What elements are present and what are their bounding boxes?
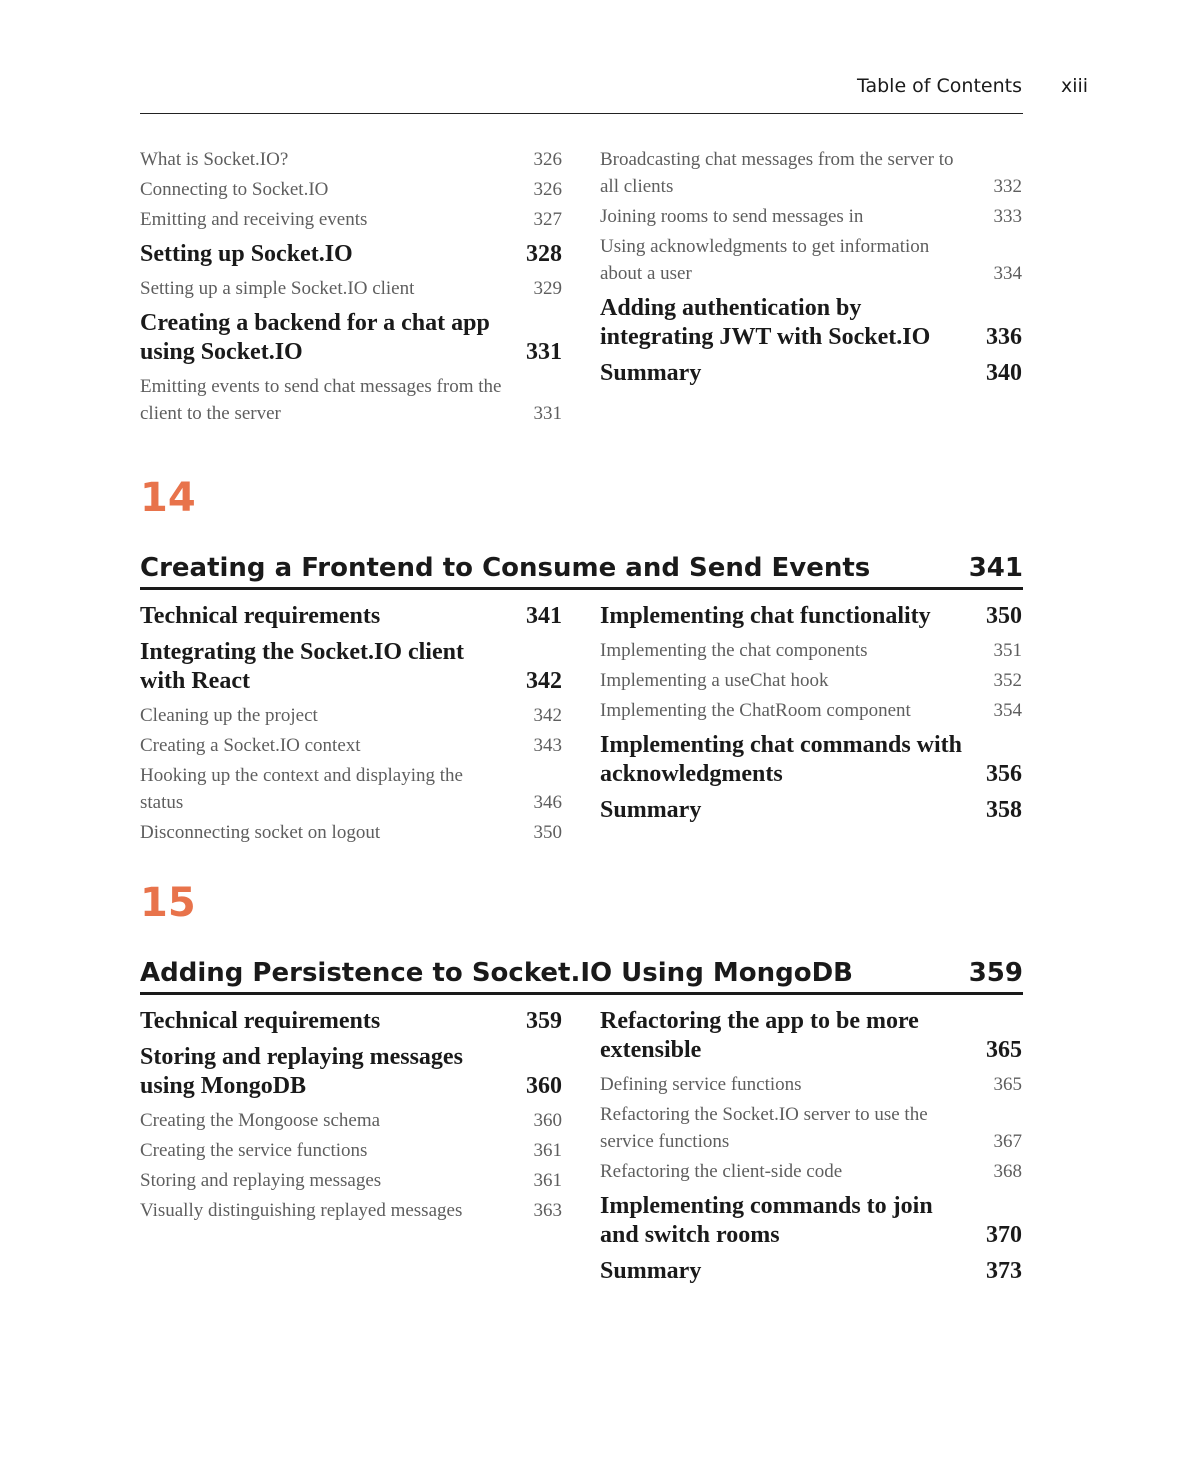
toc-entry-title: Creating a Socket.IO context <box>140 735 361 756</box>
toc-entry-title: Hooking up the context and displaying the status <box>140 765 463 813</box>
toc-entry-page: 368 <box>993 1161 1022 1182</box>
chapter-15-right-column <box>600 1007 1022 1292</box>
toc-entry-page: 361 <box>533 1170 562 1191</box>
toc-entry-title: Implementing the ChatRoom component <box>600 700 911 721</box>
toc-subsection-entry[interactable] <box>600 1158 1022 1185</box>
toc-subsection-entry[interactable] <box>140 1137 562 1164</box>
toc-subsection-entry[interactable] <box>600 203 1022 230</box>
toc-subsection-entry[interactable] <box>140 1197 562 1224</box>
toc-subsection-entry[interactable] <box>140 373 562 427</box>
toc-section-entry[interactable] <box>140 309 562 367</box>
toc-subsection-entry[interactable] <box>140 1167 562 1194</box>
running-header-title: Table of Contents <box>857 75 1022 97</box>
toc-section-entry[interactable] <box>600 359 1022 388</box>
toc-entry-title: Using acknowledgments to get information about a user <box>600 236 930 284</box>
toc-entry-title: Emitting and receiving events <box>140 209 368 230</box>
toc-entry-title: Refactoring the client-side code <box>600 1161 843 1182</box>
toc-entry-title: Implementing a useChat hook <box>600 670 829 691</box>
chapter-rule <box>140 992 1023 995</box>
toc-entry-title: Summary <box>600 1258 702 1284</box>
toc-entry-page: 352 <box>993 670 1022 691</box>
chapter-page: 359 <box>968 958 1023 988</box>
toc-entry-page: 373 <box>986 1258 1022 1284</box>
toc-entry-title: Implementing commands to join and switch rooms <box>600 1193 933 1248</box>
toc-subsection-entry[interactable] <box>140 732 562 759</box>
toc-entry-page: 329 <box>533 278 562 299</box>
toc-entry-page: 331 <box>533 403 562 424</box>
toc-entry-title: Visually distinguishing replayed messages <box>140 1200 463 1221</box>
toc-entry-title: Connecting to Socket.IO <box>140 179 329 200</box>
chapter-title-row[interactable] <box>140 552 1023 584</box>
chapter-page: 341 <box>968 553 1023 583</box>
toc-entry-page: 356 <box>986 761 1022 787</box>
toc-entry-page: 351 <box>993 640 1022 661</box>
toc-section-entry[interactable] <box>600 602 1022 631</box>
running-header-page-number: xiii <box>1061 75 1089 97</box>
toc-entry-title: Broadcasting chat messages from the server to all clients <box>600 149 954 197</box>
toc-entry-title: Refactoring the Socket.IO server to use the service functions <box>600 1104 928 1152</box>
toc-section-entry[interactable] <box>600 1257 1022 1286</box>
toc-entry-title: Implementing chat functionality <box>600 603 931 629</box>
toc-section-entry[interactable] <box>140 638 562 696</box>
toc-subsection-entry[interactable] <box>600 146 1022 200</box>
toc-entry-title: Storing and replaying messages <box>140 1170 382 1191</box>
toc-entry-title: Creating a backend for a chat app using Socket.IO <box>140 310 490 365</box>
toc-subsection-entry[interactable] <box>600 1071 1022 1098</box>
toc-subsection-entry[interactable] <box>600 233 1022 287</box>
toc-subsection-entry[interactable] <box>140 1107 562 1134</box>
toc-entry-page: 360 <box>533 1110 562 1131</box>
toc-entry-page: 365 <box>986 1037 1022 1063</box>
toc-subsection-entry[interactable] <box>140 206 562 233</box>
toc-section-entry[interactable] <box>600 1192 1022 1250</box>
toc-subsection-entry[interactable] <box>600 667 1022 694</box>
toc-entry-page: 350 <box>533 822 562 843</box>
toc-entry-page: 332 <box>993 176 1022 197</box>
chapter-title: Creating a Frontend to Consume and Send Events <box>140 553 871 583</box>
toc-section-entry[interactable] <box>140 1043 562 1101</box>
header-rule <box>140 113 1023 114</box>
toc-entry-title: Disconnecting socket on logout <box>140 822 381 843</box>
toc-section-entry[interactable] <box>600 731 1022 789</box>
toc-entry-page: 336 <box>986 324 1022 350</box>
toc-entry-title: Creating the service functions <box>140 1140 368 1161</box>
toc-entry-page: 358 <box>986 797 1022 823</box>
toc-entry-page: 326 <box>533 179 562 200</box>
toc-subsection-entry[interactable] <box>140 146 562 173</box>
chapter-14-left-column <box>140 602 562 849</box>
toc-section-entry[interactable] <box>140 240 562 269</box>
toc-entry-title: Defining service functions <box>600 1074 802 1095</box>
chapter-title-row[interactable] <box>140 957 1023 989</box>
toc-entry-title: Creating the Mongoose schema <box>140 1110 381 1131</box>
toc-entry-title: Technical requirements <box>140 603 381 629</box>
toc-subsection-entry[interactable] <box>600 697 1022 724</box>
chapter-rule <box>140 587 1023 590</box>
toc-entry-page: 326 <box>533 149 562 170</box>
toc-entry-title: Cleaning up the project <box>140 705 318 726</box>
toc-entry-title: Setting up Socket.IO <box>140 241 353 267</box>
top-right-column <box>600 146 1022 394</box>
toc-subsection-entry[interactable] <box>600 637 1022 664</box>
toc-section-entry[interactable] <box>600 796 1022 825</box>
toc-entry-page: 331 <box>526 339 562 365</box>
toc-entry-title: Storing and replaying messages using MongoDB <box>140 1044 463 1099</box>
toc-entry-page: 343 <box>533 735 562 756</box>
toc-entry-title: Technical requirements <box>140 1008 381 1034</box>
toc-entry-title: Implementing the chat components <box>600 640 868 661</box>
toc-entry-page: 367 <box>993 1131 1022 1152</box>
chapter-number: 15 <box>140 880 196 926</box>
toc-entry-page: 327 <box>533 209 562 230</box>
toc-entry-page: 333 <box>993 206 1022 227</box>
toc-entry-title: Joining rooms to send messages in <box>600 206 864 227</box>
chapter-14-right-column <box>600 602 1022 831</box>
toc-entry-page: 370 <box>986 1222 1022 1248</box>
toc-entry-title: Refactoring the app to be more extensible <box>600 1008 919 1063</box>
chapter-title: Adding Persistence to Socket.IO Using MongoDB <box>140 958 853 988</box>
top-left-column <box>140 146 562 430</box>
toc-subsection-entry[interactable] <box>140 176 562 203</box>
toc-entry-page: 363 <box>533 1200 562 1221</box>
toc-entry-title: Integrating the Socket.IO client with React <box>140 639 464 694</box>
toc-entry-page: 359 <box>526 1008 562 1034</box>
chapter-15-left-column <box>140 1007 562 1227</box>
toc-entry-page: 334 <box>993 263 1022 284</box>
toc-entry-title: Emitting events to send chat messages from the client to the server <box>140 376 502 424</box>
toc-entry-page: 354 <box>993 700 1022 721</box>
toc-entry-page: 346 <box>533 792 562 813</box>
toc-entry-page: 340 <box>986 360 1022 386</box>
toc-entry-title: Summary <box>600 360 702 386</box>
toc-section-entry[interactable] <box>140 1007 562 1036</box>
toc-subsection-entry[interactable] <box>140 275 562 302</box>
toc-entry-title: What is Socket.IO? <box>140 149 289 170</box>
toc-entry-page: 328 <box>526 241 562 267</box>
toc-section-entry[interactable] <box>140 602 562 631</box>
toc-entry-title: Implementing chat commands with acknowledgments <box>600 732 963 787</box>
toc-subsection-entry[interactable] <box>140 702 562 729</box>
toc-entry-page: 342 <box>526 668 562 694</box>
toc-subsection-entry[interactable] <box>140 762 562 816</box>
toc-entry-page: 342 <box>533 705 562 726</box>
toc-entry-page: 361 <box>533 1140 562 1161</box>
toc-section-entry[interactable] <box>600 1007 1022 1065</box>
toc-entry-page: 341 <box>526 603 562 629</box>
toc-entry-page: 350 <box>986 603 1022 629</box>
toc-entry-title: Summary <box>600 797 702 823</box>
chapter-number: 14 <box>140 475 196 521</box>
toc-entry-title: Setting up a simple Socket.IO client <box>140 278 415 299</box>
toc-section-entry[interactable] <box>600 294 1022 352</box>
toc-subsection-entry[interactable] <box>600 1101 1022 1155</box>
toc-entry-page: 360 <box>526 1073 562 1099</box>
toc-entry-page: 365 <box>993 1074 1022 1095</box>
toc-subsection-entry[interactable] <box>140 819 562 846</box>
toc-entry-title: Adding authentication by integrating JWT with Socket.IO <box>600 295 931 350</box>
